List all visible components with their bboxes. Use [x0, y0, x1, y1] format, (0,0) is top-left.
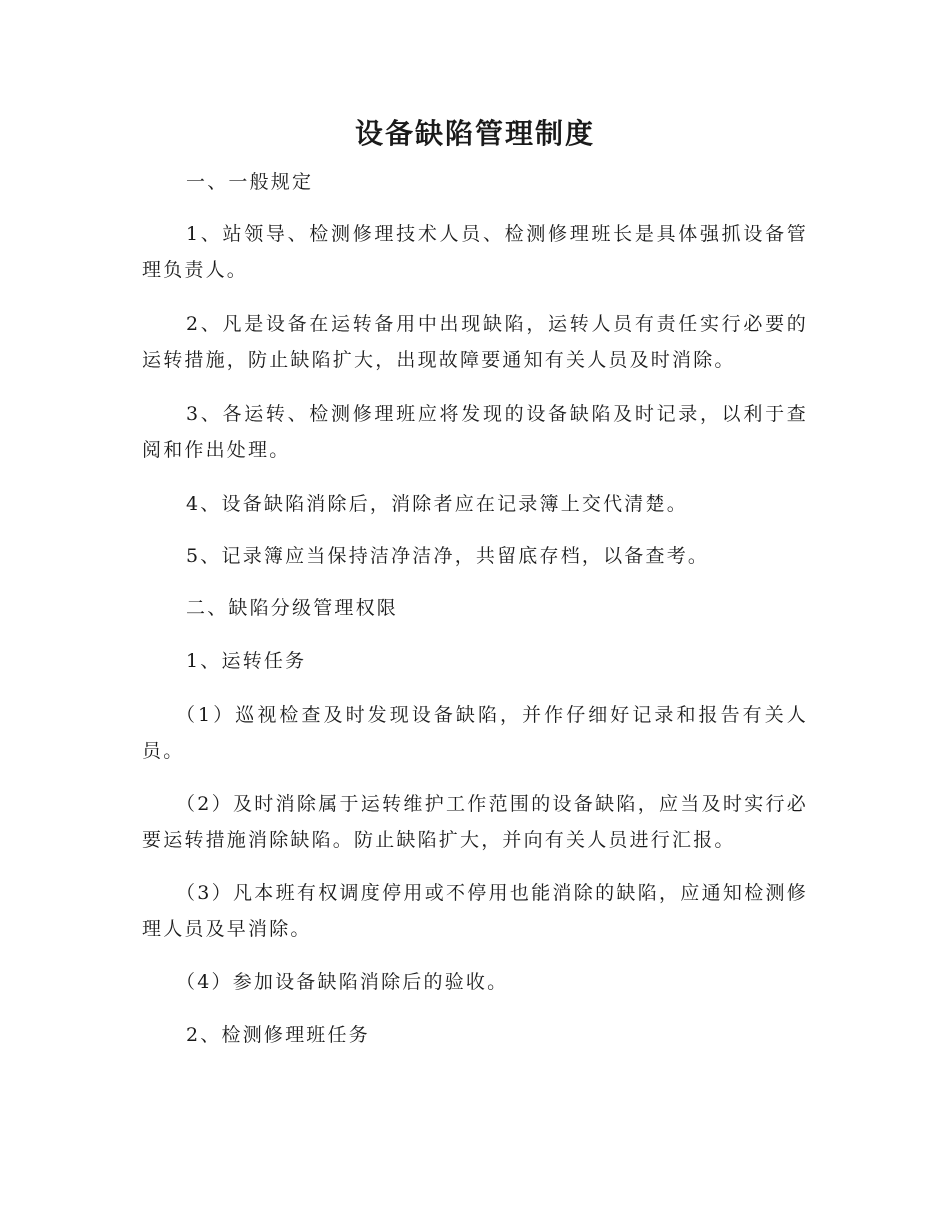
- paragraph-item-4: 4、设备缺陷消除后，消除者应在记录簿上交代清楚。: [186, 493, 688, 515]
- paragraph-operation-3: （3）凡本班有权调度停用或不停用也能消除的缺陷，应通知检测修理人员及早消除。: [142, 882, 808, 940]
- paragraph-item-1: 1、站领导、检测修理技术人员、检测修理班长是具体强抓设备管理负责人。: [142, 223, 808, 281]
- section-heading-general: 一、一般规定: [186, 171, 314, 193]
- paragraph-operation-4: （4）参加设备缺陷消除后的验收。: [176, 971, 509, 993]
- subsection-heading-operation: 1、运转任务: [186, 650, 307, 672]
- paragraph-item-5: 5、记录簿应当保持洁净洁净，共留底存档，以备查考。: [186, 545, 710, 567]
- paragraph-item-2: 2、凡是设备在运转备用中出现缺陷，运转人员有责任实行必要的运转措施，防止缺陷扩大，出现故障要通知有关人员及时消除。: [142, 313, 808, 371]
- paragraph-operation-1: （1）巡视检查及时发现设备缺陷，并作仔细好记录和报告有关人员。: [142, 704, 808, 762]
- paragraph-operation-2: （2）及时消除属于运转维护工作范围的设备缺陷，应当及时实行必要运转措施消除缺陷。防止缺陷扩大，并向有关人员进行汇报。: [142, 793, 808, 851]
- document-title: 设备缺陷管理制度: [354, 117, 595, 150]
- section-heading-defect-levels: 二、缺陷分级管理权限: [186, 597, 399, 619]
- paragraph-item-3: 3、各运转、检测修理班应将发现的设备缺陷及时记录，以利于查阅和作出处理。: [142, 403, 808, 461]
- subsection-heading-maintenance: 2、检测修理班任务: [186, 1024, 370, 1046]
